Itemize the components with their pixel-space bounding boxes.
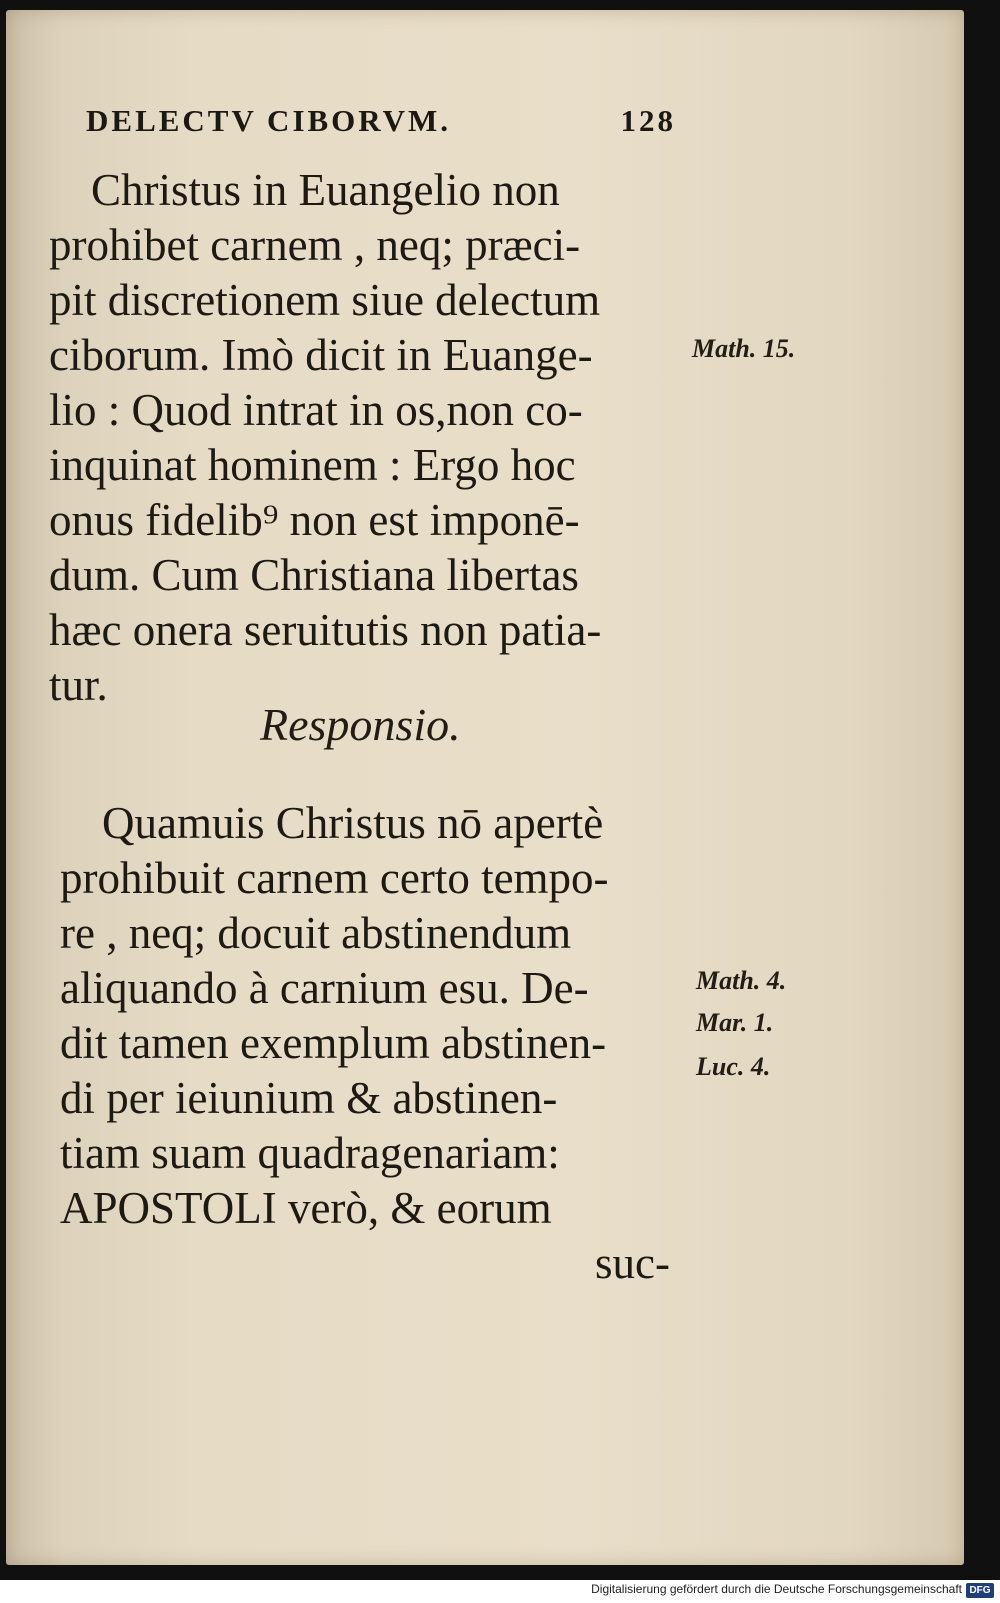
marginal-note: Math. 4. [696, 966, 787, 995]
text-line: onus fidelib⁹ non est imponē- [49, 495, 580, 545]
text-line: hæc onera seruitutis non patia- [49, 605, 602, 655]
text-line: re , neq; docuit abstinendum [60, 908, 572, 958]
text-line: dum. Cum Christiana libertas [49, 550, 579, 600]
text-line: prohibet carnem , neq; præci- [49, 220, 581, 270]
catchword: suc- [595, 1238, 670, 1288]
text-line: di per ieiunium & abstinen- [60, 1073, 558, 1123]
dfg-logo-icon: DFG [966, 1583, 994, 1598]
paragraph-2 [60, 796, 700, 1291]
text-line: dit tamen exemplum abstinen- [60, 1018, 607, 1068]
text-line: ciborum. Imò dicit in Euange- [49, 330, 593, 380]
text-line: Quamuis Christus nō apertè [102, 798, 604, 848]
marginal-note: Math. 15. [692, 334, 796, 363]
text-line: inquinat hominem : Ergo hoc [49, 440, 576, 490]
text-line: lio : Quod intrat in os,non co- [49, 385, 583, 435]
text-line: Christus in Euangelio non [91, 165, 560, 215]
section-heading: Responsio. [260, 699, 461, 750]
text-line: aliquando à carnium esu. De- [60, 963, 589, 1013]
text-line: pit discretionem siue delectum [49, 275, 601, 325]
marginal-note: Mar. 1. [696, 1008, 774, 1037]
text-line: tur. [49, 660, 108, 710]
marginal-note: Luc. 4. [696, 1052, 771, 1081]
text-line: APOSTOLI verò, & eorum [60, 1183, 552, 1233]
digitization-credit: Digitalisierung gefördert durch die Deutsche Forschungsgemeinschaft [591, 1582, 962, 1596]
page-number: 128 [620, 103, 676, 138]
show-through-text [806, 160, 946, 860]
running-head [86, 103, 676, 139]
text-line: tiam suam quadragenariam: [60, 1128, 560, 1178]
text-line: prohibuit carnem certo tempo- [60, 853, 609, 903]
running-head-title: DELECTV CIBORVM. [86, 103, 451, 138]
paragraph-1 [49, 163, 689, 713]
